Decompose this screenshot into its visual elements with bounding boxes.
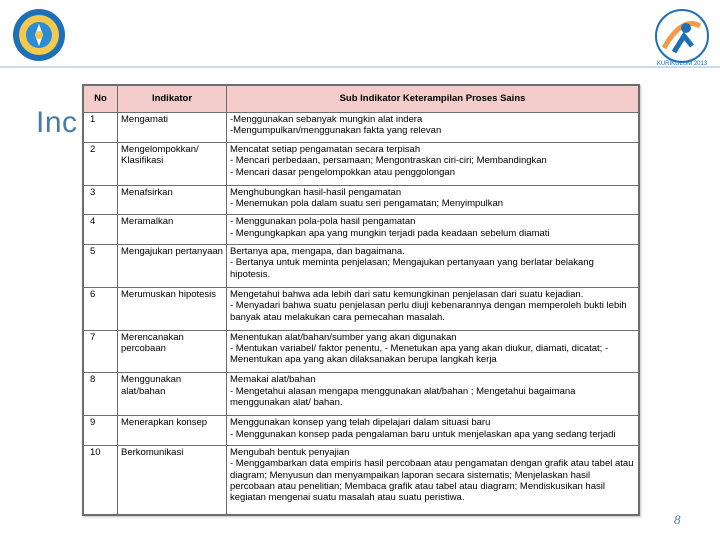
- kurikulum-2013-logo-icon: [654, 8, 710, 68]
- row-indikator: Merencanakan percobaan: [118, 330, 227, 373]
- sub-indikator-line: - Menyadari bahwa suatu penjelasan perlu diuji kebenarannya dengan memperoleh bukti lebih banyak atau melakukan cara pemecahan masalah.: [230, 300, 627, 323]
- row-number: 8: [84, 373, 118, 416]
- sub-indikator-line: Menentukan alat/bahan/sumber yang akan digunakan: [230, 331, 457, 343]
- sub-indikator-line: Mengubah bentuk penyajian: [230, 446, 350, 458]
- table-row: [84, 113, 639, 143]
- header-band: [0, 0, 720, 66]
- sub-indikator-line: Mengetahui bahwa ada lebih dari satu kemungkinan penjelasan dari suatu kejadian.: [230, 288, 584, 300]
- skills-table: [82, 84, 640, 516]
- sub-indikator-line: Menghubungkan hasil-hasil pengamatan: [230, 186, 402, 198]
- table-row: [84, 416, 639, 446]
- row-indikator: Menerapkan konsep: [118, 416, 227, 446]
- indicator-table: [83, 85, 639, 515]
- header-sub-indikator: Sub Indikator Keterampilan Proses Sains: [227, 86, 639, 113]
- sub-indikator-line: - Mentukan variabel/ faktor penentu, - Menetukan apa yang akan diukur, diamati, dicatat; - Menentukan apa yang akan dilaksanakan berupa langkah kerja: [230, 342, 609, 366]
- row-indikator: Mengajukan pertanyaan: [118, 244, 227, 287]
- row-indikator: Menafsirkan: [118, 185, 227, 215]
- table-row: [84, 330, 639, 373]
- table-row: [84, 185, 639, 215]
- table-header-row: [84, 86, 639, 113]
- row-number: 3: [84, 185, 118, 215]
- row-number: 9: [84, 416, 118, 446]
- row-sub-indikator: [227, 416, 639, 446]
- row-number: 2: [84, 142, 118, 185]
- row-sub-indikator: [227, 185, 639, 215]
- table-row: [84, 215, 639, 245]
- sub-indikator-line: -Mengumpulkan/menggunakan fakta yang relevan: [230, 125, 442, 137]
- kemendikbud-emblem-icon: [12, 8, 66, 62]
- row-sub-indikator: [227, 287, 639, 330]
- row-number: 1: [84, 113, 118, 143]
- table-body: [84, 113, 639, 515]
- sub-indikator-line: - Bertanya untuk meminta penjelasan; Mengajukan pertanyaan yang berlatar belakang hipotesis.: [230, 257, 594, 280]
- row-number: 4: [84, 215, 118, 245]
- row-sub-indikator: [227, 215, 639, 245]
- table-row: [84, 142, 639, 185]
- row-number: 5: [84, 244, 118, 287]
- row-sub-indikator: [227, 445, 639, 514]
- sub-indikator-line: - Menggunakan konsep pada pengalaman baru untuk menjelaskan apa yang sedang terjadi: [230, 428, 616, 440]
- row-indikator: Merumuskan hipotesis: [118, 287, 227, 330]
- table-row: [84, 244, 639, 287]
- sub-indikator-line: - Mencari perbedaan, persamaan; Mengontraskan ciri-ciri; Membandingkan: [230, 155, 547, 167]
- sub-indikator-line: - Menggambarkan data empiris hasil percobaan atau pengamatan dengan grafik atau tabel atau diagram; Menyusun dan menyampaikan laporan secara sistematis; Menjelaskan hasil percobaan atau penelitian; Membaca grafik atau tabel atau diagram; Mendiskusikan hasil kegiatan mengenai suatu masalah atau suatu peristiwa.: [230, 458, 634, 504]
- sub-indikator-line: Mencatat setiap pengamatan secara terpisah: [230, 143, 421, 155]
- row-sub-indikator: [227, 142, 639, 185]
- sub-indikator-line: Memakai alat/bahan: [230, 374, 316, 386]
- row-sub-indikator: [227, 330, 639, 373]
- row-indikator: Berkomunikasi: [118, 445, 227, 514]
- table-row: [84, 373, 639, 416]
- row-number: 7: [84, 330, 118, 373]
- sub-indikator-line: - Mengetahui alasan mengapa menggunakan alat/bahan ; Mengetahui bagaimana menggunakan alat/ bahan.: [230, 385, 576, 409]
- row-sub-indikator: [227, 113, 639, 143]
- row-indikator: Meramalkan: [118, 215, 227, 245]
- header-no: No: [84, 86, 118, 113]
- sub-indikator-line: - Menggunakan pola-pola hasil pengamatan: [230, 216, 416, 228]
- row-sub-indikator: [227, 373, 639, 416]
- slide-title: Inc: [36, 106, 78, 139]
- row-indikator: Menggunakan alat/bahan: [118, 373, 227, 416]
- sub-indikator-line: Bertanya apa, mengapa, dan bagaimana.: [230, 245, 405, 257]
- row-number: 10: [84, 445, 118, 514]
- header-indikator: Indikator: [118, 86, 227, 113]
- table-row: [84, 287, 639, 330]
- page-number: 8: [674, 512, 681, 527]
- header-divider: [0, 66, 720, 68]
- sub-indikator-line: - Mencari dasar pengelompokkan atau penggolongan: [230, 166, 455, 178]
- row-sub-indikator: [227, 244, 639, 287]
- table-row: [84, 445, 639, 514]
- kurikulum-logo-text: KURIKULUM 2013: [656, 61, 708, 67]
- sub-indikator-line: - Mengungkapkan apa yang mungkin terjadi pada keadaan sebelum diamati: [230, 227, 550, 239]
- sub-indikator-line: - Menemukan pola dalam suatu seri pengamatan; Menyimpulkan: [230, 197, 504, 209]
- sub-indikator-line: Menggunakan konsep yang telah dipelajari dalam situasi baru: [230, 417, 491, 429]
- row-number: 6: [84, 287, 118, 330]
- row-indikator: Mengelompokkan/ Klasifikasi: [118, 142, 227, 185]
- sub-indikator-line: -Menggunakan sebanyak mungkin alat indera: [230, 114, 423, 125]
- row-indikator: Mengamati: [118, 113, 227, 143]
